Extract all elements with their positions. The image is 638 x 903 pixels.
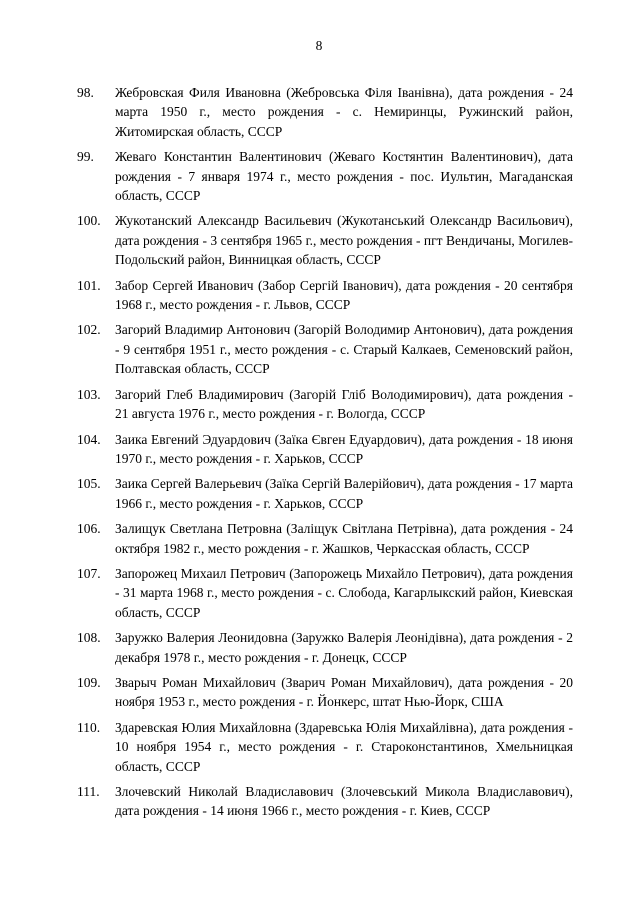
list-item xyxy=(77,474,573,513)
list-item xyxy=(77,83,573,141)
list-item-text: Заика Сергей Валерьевич (Заїка Сергій Валерійович), дата рождения - 17 марта 1966 г., место рождения - г. Харьков, СССР xyxy=(115,476,573,511)
list-item-number: 108. xyxy=(77,630,101,646)
sanctions-list xyxy=(77,83,573,827)
list-item-number: 102. xyxy=(77,322,101,338)
list-item-text: Заружко Валерия Леонидовна (Заружко Валерія Леонідівна), дата рождения - 2 декабря 1978 г., место рождения - г. Донецк, СССР xyxy=(115,630,573,665)
list-item-number: 109. xyxy=(77,674,101,690)
list-item-number: 99. xyxy=(77,149,94,165)
page-number: 8 xyxy=(315,38,323,53)
list-item xyxy=(77,211,573,269)
list-item xyxy=(77,430,573,469)
list-item xyxy=(77,147,573,205)
list-item-text: Залищук Светлана Петровна (Заліщук Світлана Петрівна), дата рождения - 24 октября 1982 г., место рождения - г. Жашков, Черкасская область, СССР xyxy=(115,521,573,556)
list-item xyxy=(77,276,573,315)
list-item xyxy=(77,519,573,558)
list-item-number: 100. xyxy=(77,213,101,229)
list-item-text: Жебровская Филя Ивановна (Жебровська Філя Іванівна), дата рождения - 24 марта 1950 г., место рождения - с. Немиринцы, Ружинский район, Житомирская область, СССР xyxy=(115,85,573,139)
list-item-number: 105. xyxy=(77,476,101,492)
list-item-text: Загорий Владимир Антонович (Загорій Володимир Антонович), дата рождения - 9 сентября 1951 г., место рождения - с. Старый Калкаев, Семеновский район, Полтавская область, СССР xyxy=(115,322,573,377)
list-item-text: Запорожец Михаил Петрович (Запорожець Михайло Петрович), дата рождения - 31 марта 1968 г., место рождения - с. Слобода, Кагарлыкский район, Киевская область, СССР xyxy=(115,565,573,620)
list-item xyxy=(77,628,573,667)
list-item-number: 107. xyxy=(77,565,101,581)
list-item xyxy=(77,673,573,712)
list-item-number: 103. xyxy=(77,386,101,402)
list-item-number: 111. xyxy=(77,784,100,799)
list-item-text: Загорий Глеб Владимирович (Загорій Гліб Володимирович), дата рождения - 21 августа 1976 г., место рождения - г. Вологда, СССР xyxy=(115,386,573,422)
list-item-text: Злочевский Николай Владиславович (Злочевський Микола Владиславович), дата рождения - 14 июня 1966 г., место рождения - г. Киев, СССР xyxy=(115,784,573,819)
list-item-number: 101. xyxy=(77,277,101,293)
list-item-number: 104. xyxy=(77,431,101,447)
list-item xyxy=(77,564,573,622)
list-item xyxy=(77,718,573,776)
list-item-number: 98. xyxy=(77,85,94,100)
list-item-text: Жукотанский Александр Васильевич (Жукотанський Олександр Васильович), дата рождения - 3 сентября 1965 г., место рождения - пгт Вендичаны, Могилев-Подольский район, Винницкая область, СССР xyxy=(115,213,573,268)
list-item xyxy=(77,385,573,424)
list-item-text: Жеваго Константин Валентинович (Жеваго Костянтин Валентинович), дата рождения - 7 января 1974 г., место рождения - пос. Иультин, Магаданская область, СССР xyxy=(115,149,573,204)
list-item-number: 106. xyxy=(77,521,101,537)
list-item-text: Зварыч Роман Михайлович (Зварич Роман Михайлович), дата рождения - 20 ноября 1953 г., место рождения - г. Йонкерс, штат Нью-Йорк, США xyxy=(115,674,573,710)
list-item-text: Здаревская Юлия Михайловна (Здаревська Юлія Михайлівна), дата рождения - 10 ноября 1954 г., место рождения - г. Староконстантинов, Хмельницкая область, СССР xyxy=(115,719,573,774)
list-item-text: Забор Сергей Иванович (Забор Сергій Іванович), дата рождения - 20 сентября 1968 г., место рождения - г. Львов, СССР xyxy=(115,277,573,313)
list-item xyxy=(77,320,573,378)
list-item-number: 110. xyxy=(77,719,101,735)
list-item-text: Заика Евгений Эдуардович (Заїка Євген Едуардович), дата рождения - 18 июня 1970 г., место рождения - г. Харьков, СССР xyxy=(115,431,573,466)
list-item xyxy=(77,782,573,821)
